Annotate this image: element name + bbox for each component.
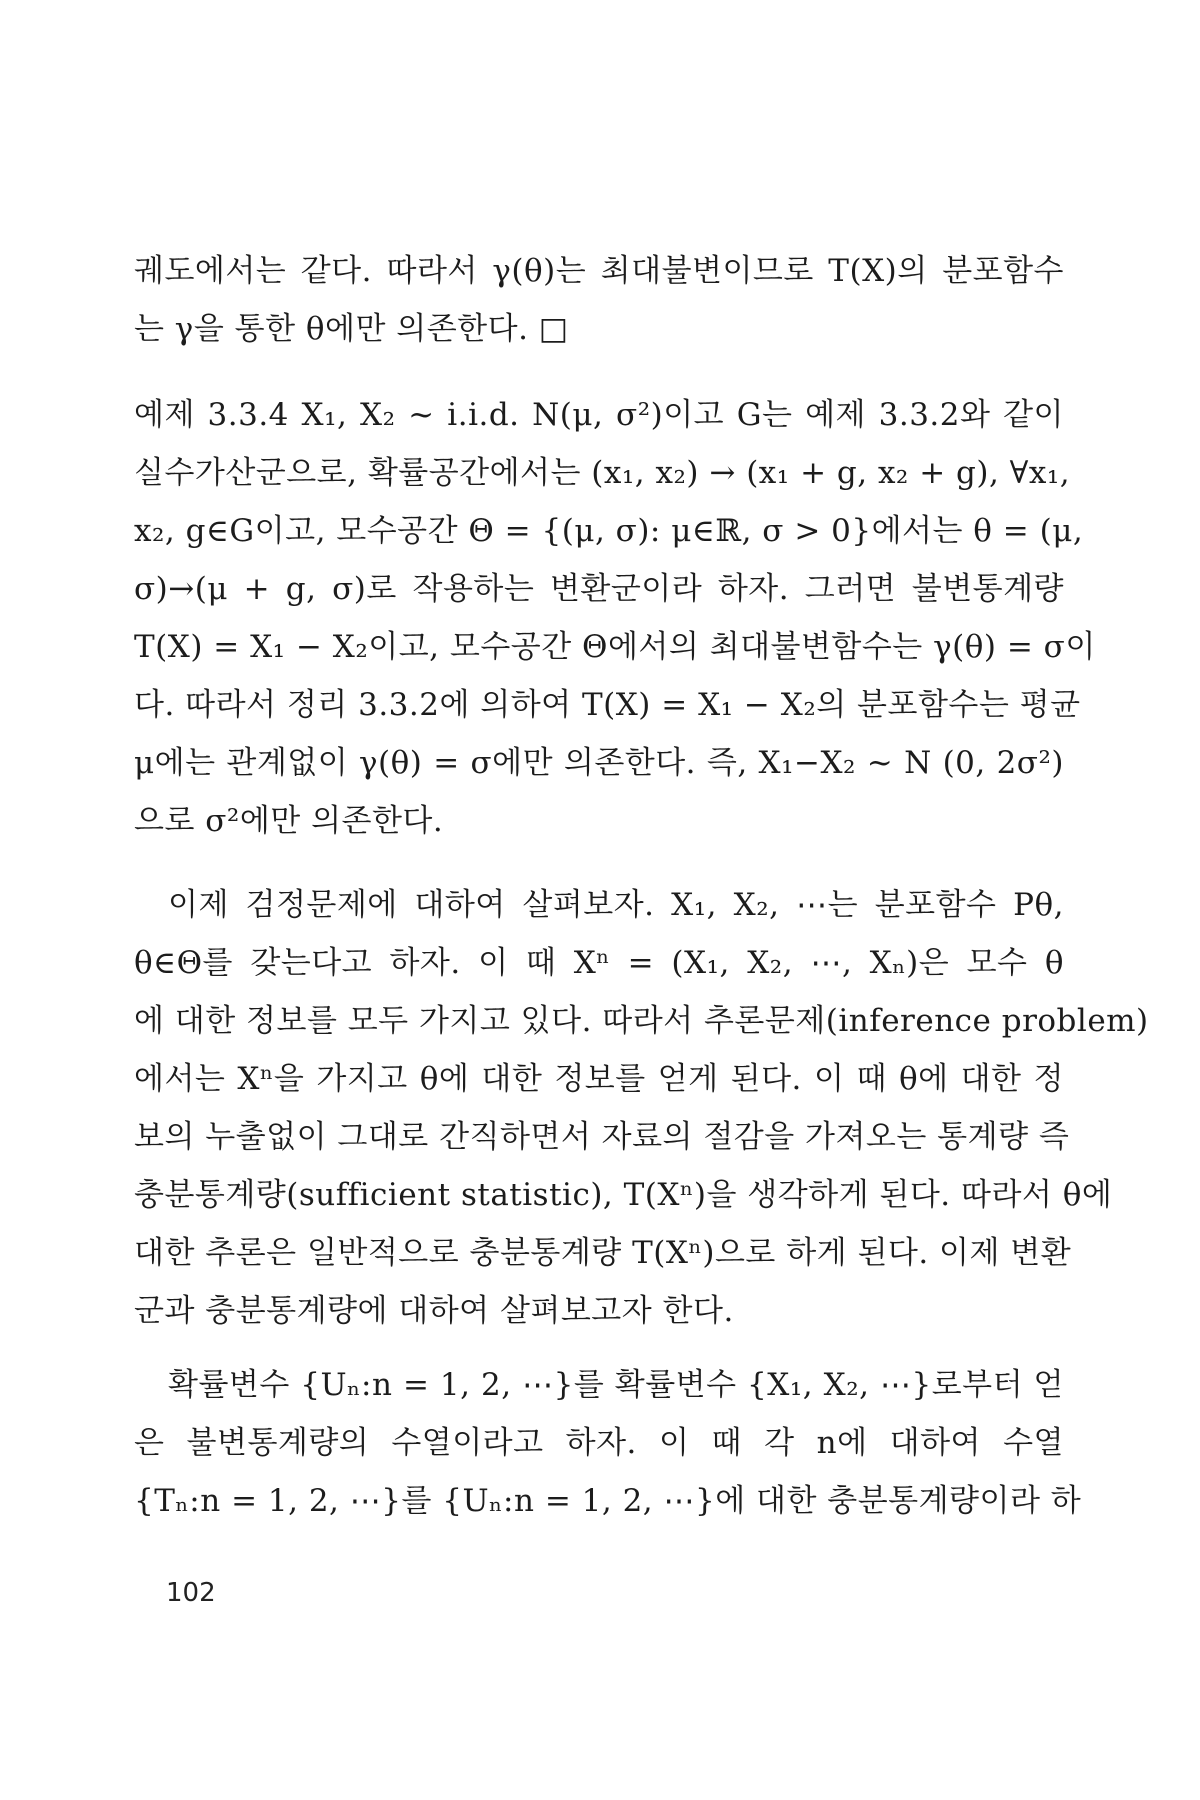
text-line: 으로 σ²에만 의존한다. <box>134 803 444 839</box>
text-line: x₂, g∈G이고, 모수공간 Θ = {(μ, σ): μ∈ℝ, σ > 0}에서는 θ = (μ, <box>134 513 1084 549</box>
text-line: {Tₙ:n = 1, 2, ⋯}를 {Uₙ:n = 1, 2, ⋯}에 대한 충분통계량이라 하 <box>134 1483 1082 1519</box>
text-line: 대한 추론은 일반적으로 충분통계량 T(Xⁿ)으로 하게 된다. 이제 변환 <box>134 1235 1072 1271</box>
text-line: μ에는 관계없이 γ(θ) = σ에만 의존한다. 즉, X₁−X₂ ~ N (0, 2σ²) <box>134 745 1064 781</box>
text-line: 실수가산군으로, 확률공간에서는 (x₁, x₂) → (x₁ + g, x₂ + g), ∀x₁, <box>134 455 1071 491</box>
text-line: 충분통계량(sufficient statistic), T(Xⁿ)을 생각하게 된다. 따라서 θ에 <box>134 1177 1113 1213</box>
text-line: 이제 검정문제에 대하여 살펴보자. X₁, X₂, ⋯는 분포함수 Pθ, <box>168 887 1064 923</box>
paragraph-invariance-conclusion <box>134 242 1064 358</box>
text-line: 은 불변통계량의 수열이라고 하자. 이 때 각 n에 대하여 수열 <box>134 1425 1064 1461</box>
page-number: 102 <box>166 1578 216 1608</box>
paragraph-sufficient-statistic-sequence <box>134 1356 1082 1530</box>
text-line: 에 대한 정보를 모두 가지고 있다. 따라서 추론문제(inference problem) <box>134 1003 1149 1039</box>
text-line: 예제 3.3.4 X₁, X₂ ~ i.i.d. N(μ, σ²)이고 G는 예제 3.3.2와 같이 <box>134 397 1064 433</box>
text-line: 확률변수 {Uₙ:n = 1, 2, ⋯}를 확률변수 {X₁, X₂, ⋯}로부터 얻 <box>168 1367 1064 1403</box>
text-line: 는 γ을 통한 θ에만 의존한다. □ <box>134 311 569 347</box>
paragraph-hypothesis-testing <box>134 876 1149 1340</box>
text-line: 궤도에서는 같다. 따라서 γ(θ)는 최대불변이므로 T(X)의 분포함수 <box>134 253 1064 289</box>
text-line: 군과 충분통계량에 대하여 살펴보고자 한다. <box>134 1293 734 1329</box>
text-line: σ)→(μ + g, σ)로 작용하는 변환군이라 하자. 그러면 불변통계량 <box>134 571 1064 607</box>
text-line: 보의 누출없이 그대로 간직하면서 자료의 절감을 가져오는 통계량 즉 <box>134 1119 1070 1155</box>
text-line: 다. 따라서 정리 3.3.2에 의하여 T(X) = X₁ − X₂의 분포함수는 평균 <box>134 687 1081 723</box>
text-line: T(X) = X₁ − X₂이고, 모수공간 Θ에서의 최대불변함수는 γ(θ) = σ이 <box>134 629 1096 665</box>
text-line: θ∈Θ를 갖는다고 하자. 이 때 Xⁿ = (X₁, X₂, ⋯, Xₙ)은 모수 θ <box>134 945 1064 981</box>
text-line: 에서는 Xⁿ을 가지고 θ에 대한 정보를 얻게 된다. 이 때 θ에 대한 정 <box>134 1061 1064 1097</box>
paragraph-example-3-3-4 <box>134 386 1096 850</box>
